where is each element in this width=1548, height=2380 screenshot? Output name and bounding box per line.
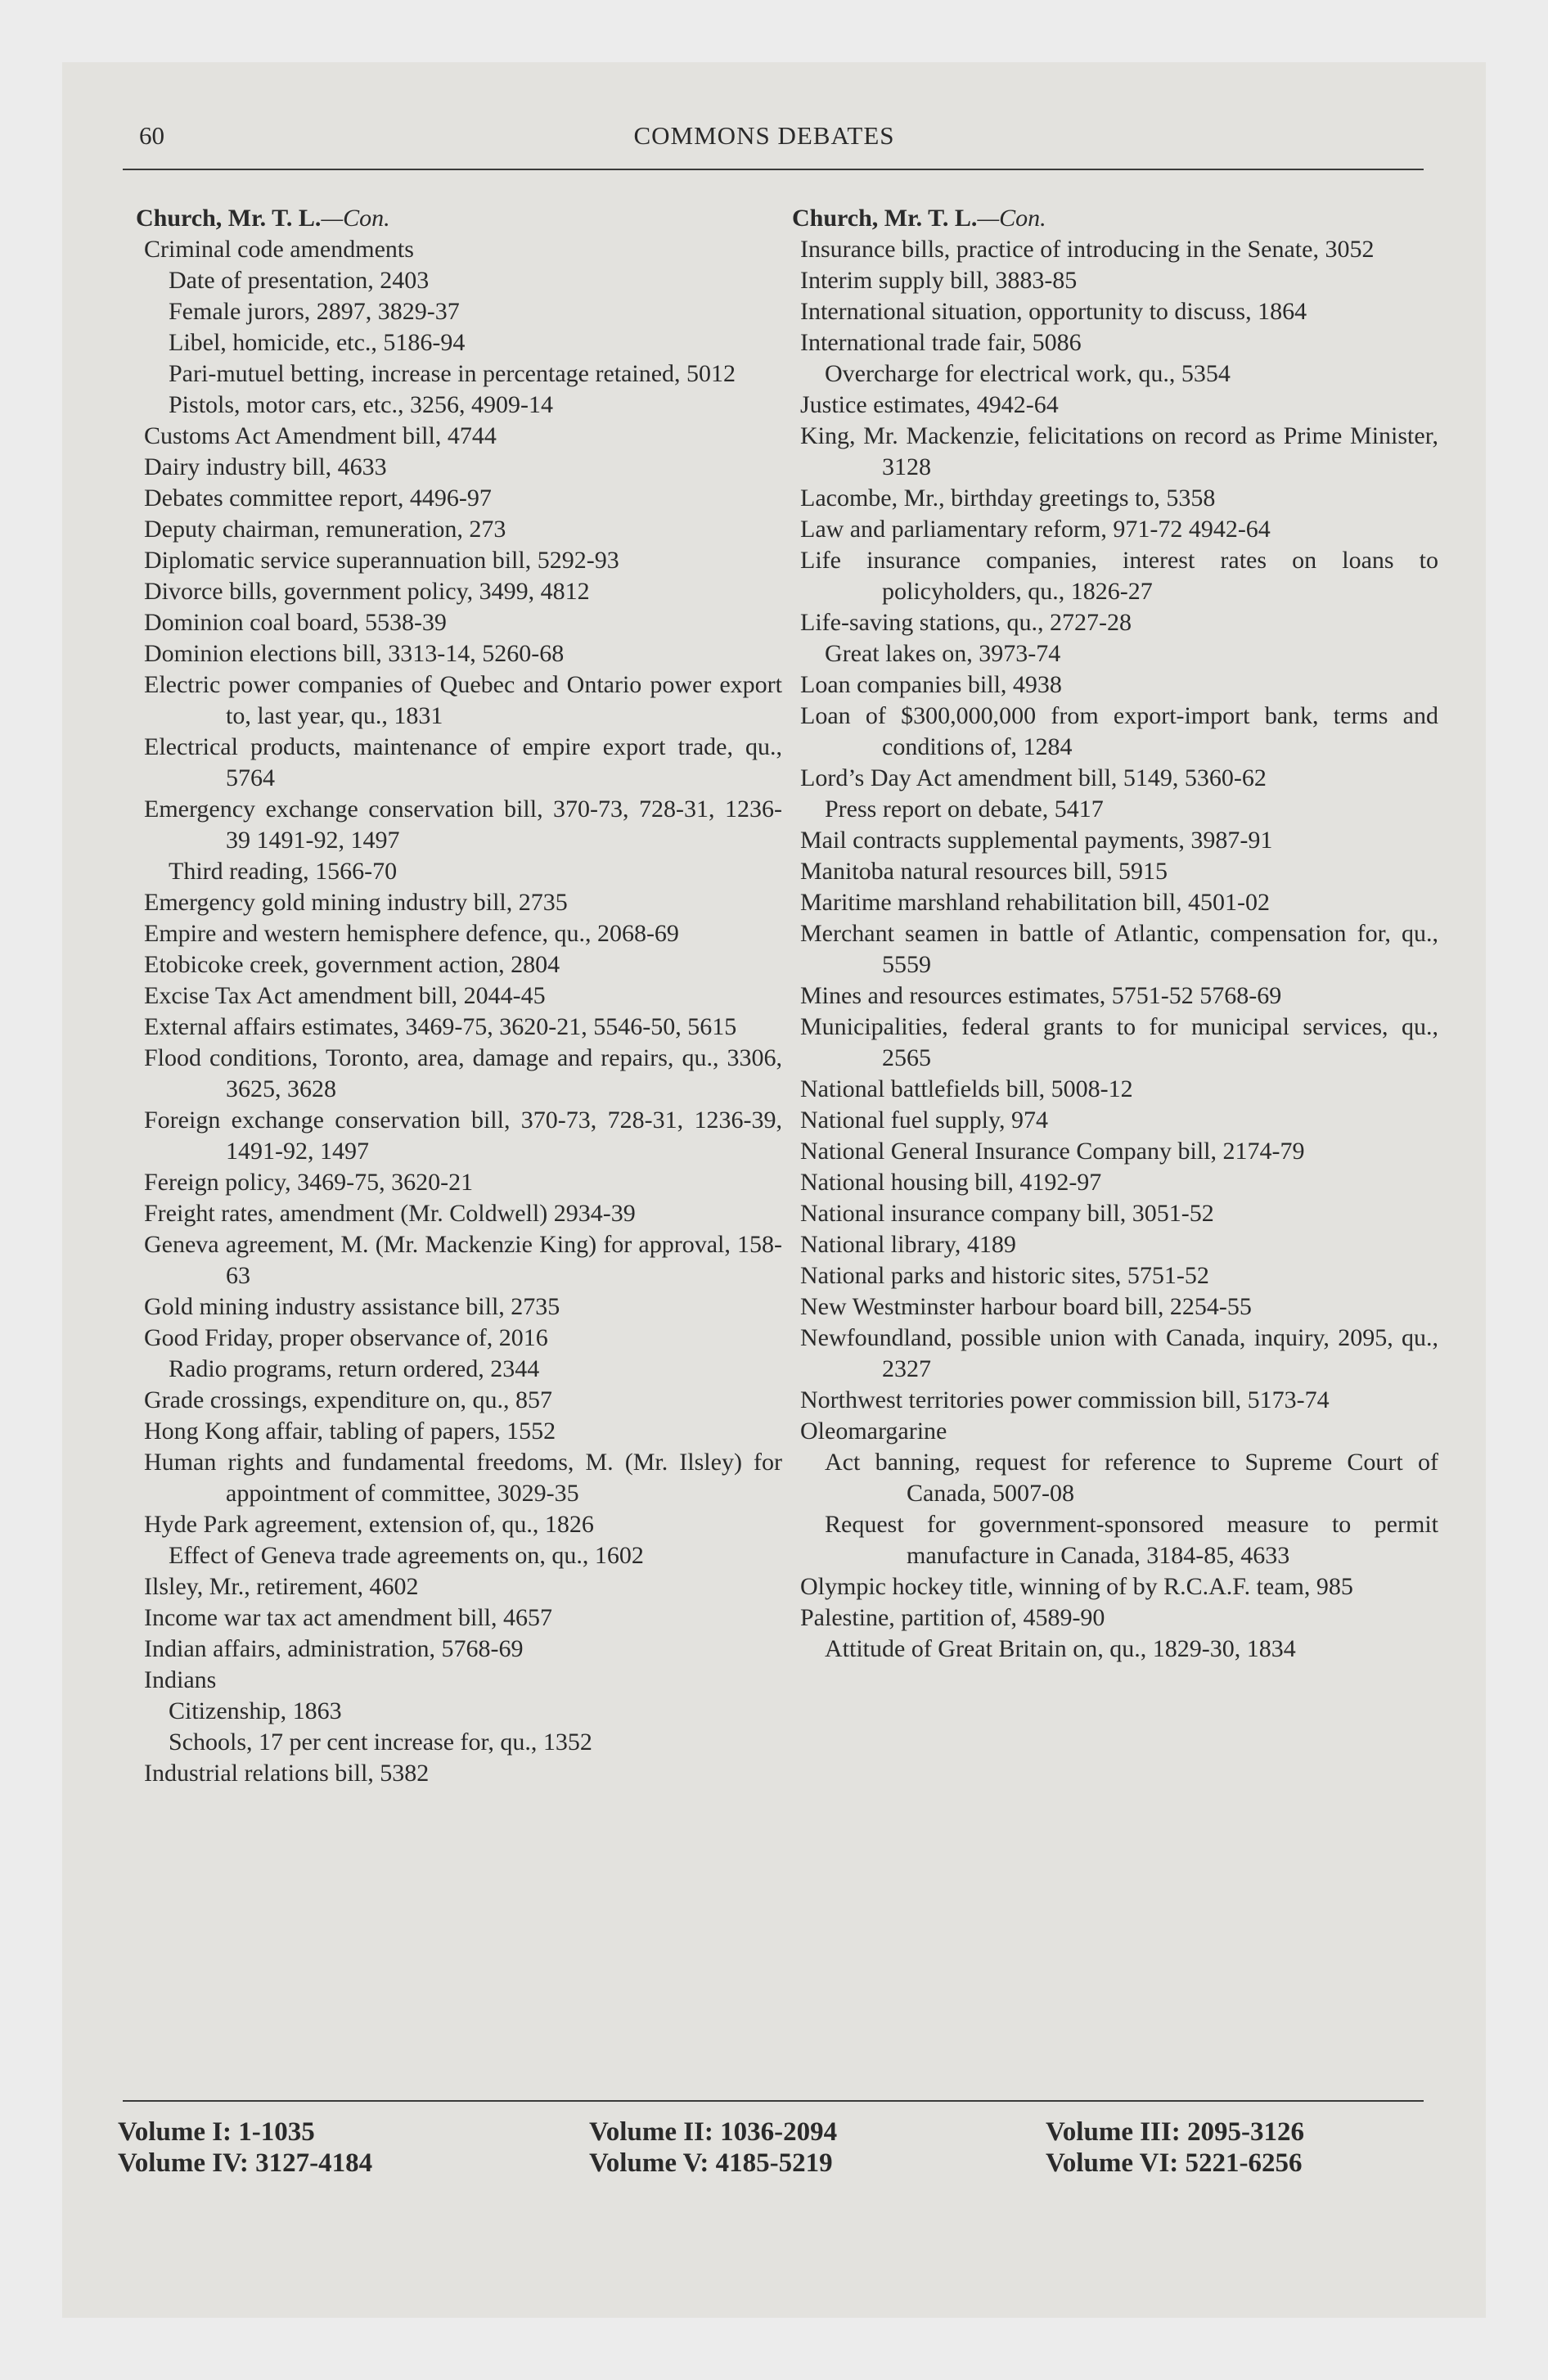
index-entry: Good Friday, proper observance of, 2016 xyxy=(144,1324,548,1351)
volume-range: 3127-4184 xyxy=(255,2148,373,2178)
index-entry: International trade fair, 5086 xyxy=(800,329,1082,356)
index-entry: Freight rates, amendment (Mr. Coldwell) 2934-39 xyxy=(144,1200,636,1227)
index-entry: Hyde Park agreement, extension of, qu., 1826 xyxy=(144,1511,594,1538)
index-entry: Indian affairs, administration, 5768-69 xyxy=(144,1635,524,1662)
index-column-left xyxy=(136,203,782,1789)
entry-list xyxy=(792,234,1438,1665)
volume-item xyxy=(589,2116,837,2148)
index-entry: Loan of $300,000,000 from export-import bank, terms and conditions of, 1284 xyxy=(800,702,1438,760)
index-subentry: Effect of Geneva trade agreements on, qu., 1602 xyxy=(169,1542,644,1569)
volume-label: Volume IV: xyxy=(118,2148,249,2178)
index-entry: Northwest territories power commission bill, 5173-74 xyxy=(800,1386,1330,1413)
index-entry: Justice estimates, 4942-64 xyxy=(800,391,1059,418)
index-entry: Loan companies bill, 4938 xyxy=(800,671,1062,698)
volume-legend xyxy=(0,2116,1548,2190)
index-entry: Industrial relations bill, 5382 xyxy=(144,1760,430,1787)
index-entry: Oleomargarine xyxy=(800,1418,947,1445)
header-rule xyxy=(123,169,1424,170)
index-entry: Geneva agreement, M. (Mr. Mackenzie King) for approval, 158-63 xyxy=(144,1231,782,1289)
index-entry: External affairs estimates, 3469-75, 3620-21, 5546-50, 5615 xyxy=(144,1013,737,1040)
volume-label: Volume VI: xyxy=(1046,2148,1179,2178)
heading-suffix: —Con. xyxy=(321,205,390,232)
index-entry: Diplomatic service superannuation bill, 5292-93 xyxy=(144,547,619,574)
column-heading xyxy=(792,203,1438,234)
index-subentry: Press report on debate, 5417 xyxy=(825,796,1104,823)
index-entry: King, Mr. Mackenzie, felicitations on record as Prime Minister, 3128 xyxy=(800,422,1438,480)
page-number: 60 xyxy=(139,121,164,150)
volume-label: Volume V: xyxy=(589,2148,709,2178)
index-entry: Newfoundland, possible union with Canada, inquiry, 2095, qu., 2327 xyxy=(800,1324,1438,1382)
index-entry: Deputy chairman, remuneration, 273 xyxy=(144,516,506,543)
index-entry: Hong Kong affair, tabling of papers, 1552 xyxy=(144,1418,556,1445)
index-entry: Grade crossings, expenditure on, qu., 857 xyxy=(144,1386,553,1413)
index-entry: Fereign policy, 3469-75, 3620-21 xyxy=(144,1169,474,1196)
index-entry: Law and parliamentary reform, 971-72 4942-64 xyxy=(800,516,1271,543)
index-entry: Manitoba natural resources bill, 5915 xyxy=(800,858,1168,885)
index-entry: New Westminster harbour board bill, 2254-55 xyxy=(800,1293,1252,1320)
heading-name: Church, Mr. T. L. xyxy=(792,205,978,232)
index-subentry: Great lakes on, 3973-74 xyxy=(825,640,1061,667)
entry-list xyxy=(136,234,782,1789)
index-subentry: Pistols, motor cars, etc., 3256, 4909-14 xyxy=(169,391,553,418)
index-subentry: Schools, 17 per cent increase for, qu., 1352 xyxy=(169,1729,592,1756)
index-entry: Etobicoke creek, government action, 2804 xyxy=(144,951,560,978)
volume-range: 4185-5219 xyxy=(715,2148,833,2178)
index-subentry: Third reading, 1566-70 xyxy=(169,858,398,885)
index-entry: Palestine, partition of, 4589-90 xyxy=(800,1604,1105,1631)
index-entry: Mail contracts supplemental payments, 3987-91 xyxy=(800,827,1273,854)
heading-suffix: —Con. xyxy=(977,205,1046,232)
index-entry: Income war tax act amendment bill, 4657 xyxy=(144,1604,552,1631)
index-entry: Lacombe, Mr., birthday greetings to, 5358 xyxy=(800,485,1216,512)
index-entry: Electric power companies of Quebec and Ontario power export to, last year, qu., 1831 xyxy=(144,671,782,729)
index-entry: Debates committee report, 4496-97 xyxy=(144,485,492,512)
index-entry: International situation, opportunity to discuss, 1864 xyxy=(800,298,1307,325)
index-subentry: Overcharge for electrical work, qu., 5354 xyxy=(825,360,1231,387)
index-subentry: Act banning, request for reference to Supreme Court of Canada, 5007-08 xyxy=(825,1449,1438,1507)
index-entry: Flood conditions, Toronto, area, damage and repairs, qu., 3306, 3625, 3628 xyxy=(144,1044,782,1102)
volume-item xyxy=(1046,2116,1304,2148)
index-subentry: Request for government-sponsored measure to permit manufacture in Canada, 3184-85, 4633 xyxy=(825,1511,1438,1569)
index-entry: Human rights and fundamental freedoms, M. (Mr. Ilsley) for appointment of committee, 3029-35 xyxy=(144,1449,782,1507)
running-title: COMMONS DEBATES xyxy=(633,121,895,150)
index-entry: Electrical products, maintenance of empire export trade, qu., 5764 xyxy=(144,733,782,791)
index-entry: National General Insurance Company bill, 2174-79 xyxy=(800,1138,1305,1165)
volume-item xyxy=(118,2148,372,2179)
footer-rule xyxy=(123,2100,1424,2102)
volume-range: 2095-3126 xyxy=(1186,2117,1304,2147)
index-entry: Lord’s Day Act amendment bill, 5149, 5360-62 xyxy=(800,764,1267,791)
index-entry: Mines and resources estimates, 5751-52 5768-69 xyxy=(800,982,1282,1009)
index-entry: Excise Tax Act amendment bill, 2044-45 xyxy=(144,982,546,1009)
index-entry: Maritime marshland rehabilitation bill, 4501-02 xyxy=(800,889,1271,916)
index-entry: Empire and western hemisphere defence, qu., 2068-69 xyxy=(144,920,679,947)
index-subentry: Attitude of Great Britain on, qu., 1829-30, 1834 xyxy=(825,1635,1296,1662)
index-entry: National battlefields bill, 5008-12 xyxy=(800,1075,1133,1102)
volume-label: Volume II: xyxy=(589,2117,713,2147)
volume-range: 1-1035 xyxy=(238,2117,315,2147)
volume-label: Volume I: xyxy=(118,2117,232,2147)
volume-label: Volume III: xyxy=(1046,2117,1181,2147)
index-entry: Divorce bills, government policy, 3499, 4812 xyxy=(144,578,590,605)
index-subentry: Radio programs, return ordered, 2344 xyxy=(169,1355,540,1382)
volume-range: 5221-6256 xyxy=(1185,2148,1303,2178)
index-subentry: Date of presentation, 2403 xyxy=(169,267,430,294)
index-entry: Criminal code amendments xyxy=(144,236,414,263)
index-subentry: Citizenship, 1863 xyxy=(169,1697,342,1724)
index-entry: Dairy industry bill, 4633 xyxy=(144,453,387,480)
index-entry: Indians xyxy=(144,1666,217,1693)
index-entry: Foreign exchange conservation bill, 370-73, 728-31, 1236-39, 1491-92, 1497 xyxy=(144,1107,782,1165)
index-entry: Life insurance companies, interest rates on loans to policyholders, qu., 1826-27 xyxy=(800,547,1438,605)
volume-group xyxy=(589,2116,837,2179)
index-entry: National insurance company bill, 3051-52 xyxy=(800,1200,1214,1227)
index-entry: Ilsley, Mr., retirement, 4602 xyxy=(144,1573,419,1600)
index-entry: Merchant seamen in battle of Atlantic, compensation for, qu., 5559 xyxy=(800,920,1438,978)
index-entry: Life-saving stations, qu., 2727-28 xyxy=(800,609,1132,636)
index-entry: Olympic hockey title, winning of by R.C.A.F. team, 985 xyxy=(800,1573,1353,1600)
column-heading xyxy=(136,203,782,234)
index-entry: Municipalities, federal grants to for municipal services, qu., 2565 xyxy=(800,1013,1438,1071)
index-subentry: Libel, homicide, etc., 5186-94 xyxy=(169,329,466,356)
running-head xyxy=(77,121,1451,164)
index-subentry: Female jurors, 2897, 3829-37 xyxy=(169,298,460,325)
index-entry: Interim supply bill, 3883-85 xyxy=(800,267,1078,294)
index-entry: Gold mining industry assistance bill, 2735 xyxy=(144,1293,560,1320)
index-entry: Customs Act Amendment bill, 4744 xyxy=(144,422,497,449)
index-entry: National library, 4189 xyxy=(800,1231,1016,1258)
index-entry: Insurance bills, practice of introducing in the Senate, 3052 xyxy=(800,236,1375,263)
volume-range: 1036-2094 xyxy=(720,2117,838,2147)
volume-item xyxy=(1046,2148,1304,2179)
index-entry: Dominion elections bill, 3313-14, 5260-68 xyxy=(144,640,565,667)
index-column-right xyxy=(792,203,1438,1665)
volume-item xyxy=(118,2116,372,2148)
index-entry: National housing bill, 4192-97 xyxy=(800,1169,1102,1196)
index-subentry: Pari-mutuel betting, increase in percentage retained, 5012 xyxy=(169,360,736,387)
volume-group xyxy=(118,2116,372,2179)
heading-name: Church, Mr. T. L. xyxy=(136,205,322,232)
index-entry: Emergency gold mining industry bill, 2735 xyxy=(144,889,568,916)
index-entry: Dominion coal board, 5538-39 xyxy=(144,609,447,636)
index-entry: National parks and historic sites, 5751-52 xyxy=(800,1262,1209,1289)
index-entry: Emergency exchange conservation bill, 370-73, 728-31, 1236-39 1491-92, 1497 xyxy=(144,796,782,854)
index-entry: National fuel supply, 974 xyxy=(800,1107,1049,1134)
volume-group xyxy=(1046,2116,1304,2179)
volume-item xyxy=(589,2148,837,2179)
